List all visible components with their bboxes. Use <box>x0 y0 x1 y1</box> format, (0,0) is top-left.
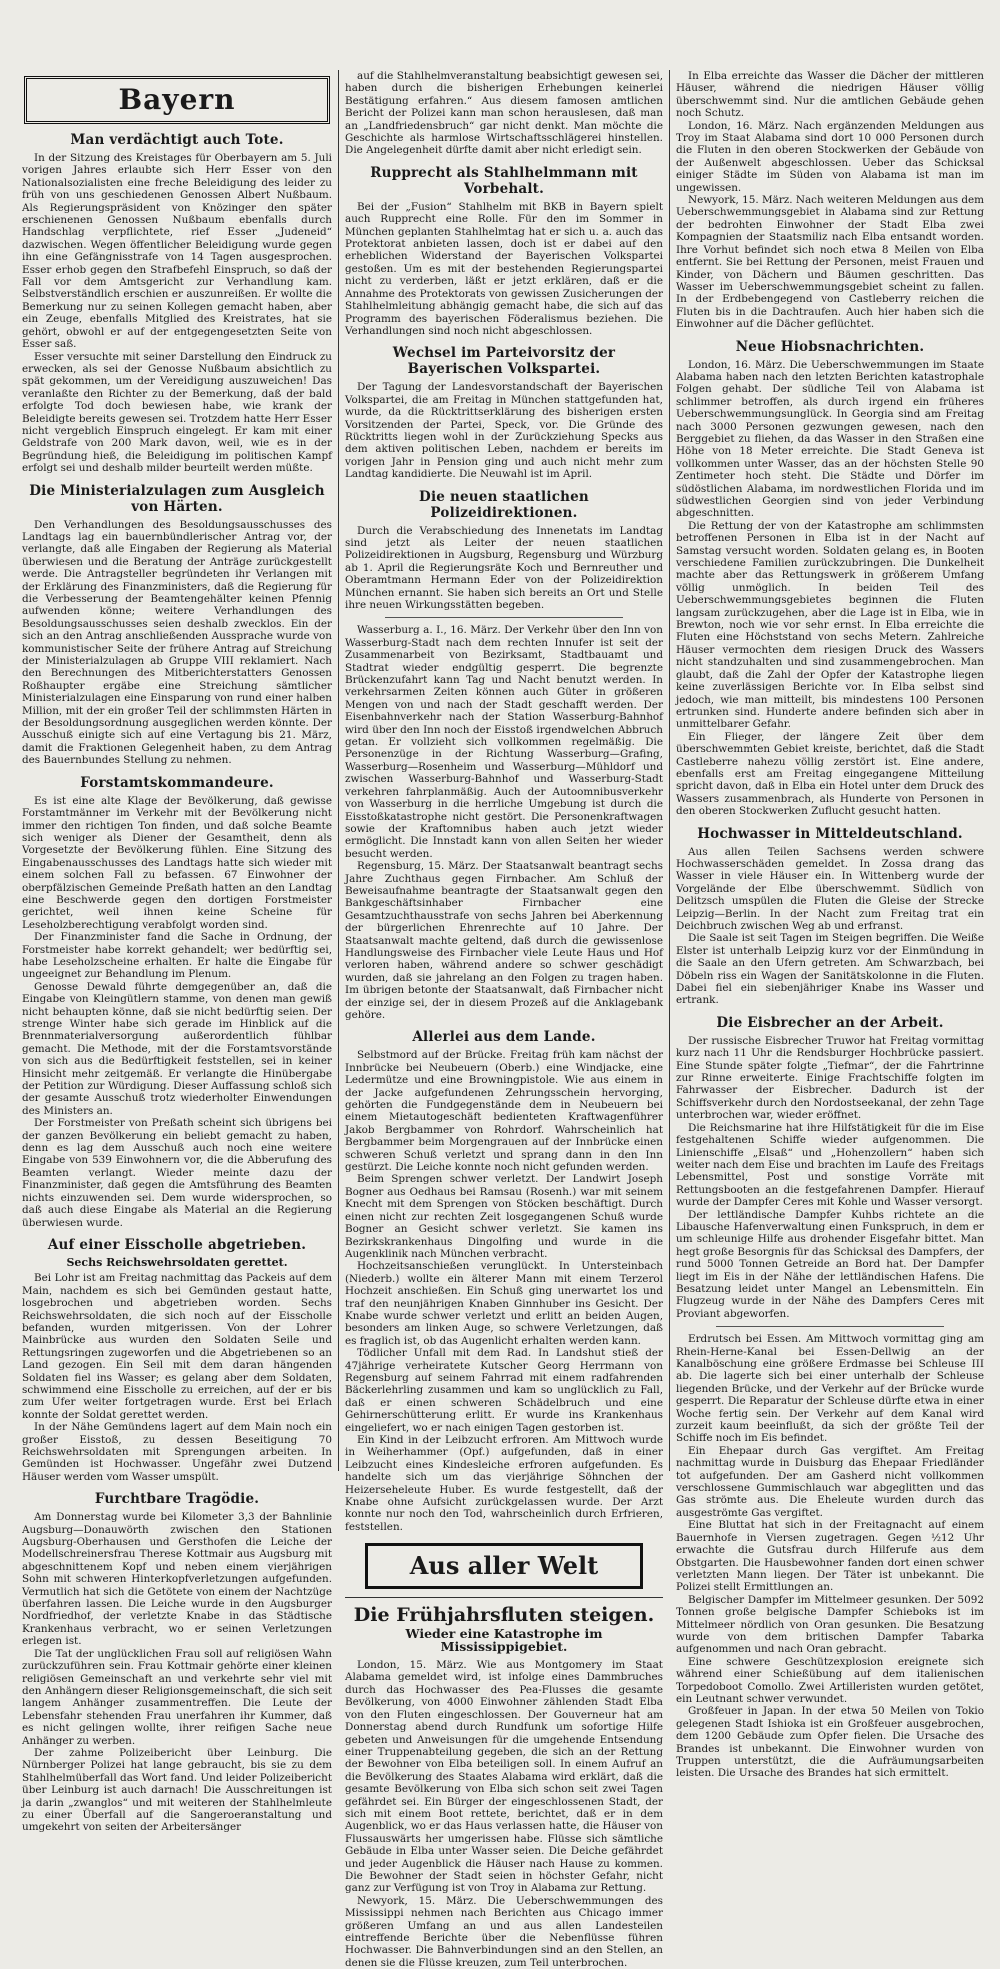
article-paragraph: Bei Lohr ist am Freitag nachmittag das Packeis auf dem Main, nachdem es sich bei Gemünden gestaut hatte, losgebrochen und abgetrieben worden. Sechs Reichswehrsoldaten, die sich noch auf der Eisscholle befanden, wurden mitgerissen. Von der Lohrer Mainbrücke aus wurden den Soldaten Seile und Rettungsringen zugeworfen und die Abgetriebenen so an Land gezogen. Ein Seil mit dem daran hängenden Soldaten fiel ins Wasser; es gelang aber dem Soldaten, schwimmend eine Eisscholle zu erreichen, auf der er bis zum Ufer weiter fortgetragen wurde. Erst bei Erlach konnte der Soldat gerettet werden. <box>22 1272 332 1421</box>
article-paragraph: In der Sitzung des Kreistages für Oberbayern am 5. Juli vorigen Jahres erlaubte sich Herr Esser von den Nationalsozialisten eine freche Beleidigung des leider zu früh von uns geschiedenen Genossen Albert Nußbaum. Als Regierungspräsident von Knözinger den später erschienenen Genossen Nußbaum ebenfalls durch Handschlag verpflichtete, rief Esser „Judeneid“ dazwischen. Wegen öffentlicher Beleidigung wurde gegen ihn eine Gefängnisstrafe von 14 Tagen ausgesprochen. Esser erhob gegen den Strafbefehl Einspruch, so daß der Fall vor dem Amtsgericht zur Verhandlung kam. Selbstverständlich erschien er auszunreißen. Er wollte die Bemerkung nur zu seinen Kollegen gemacht haben, aber ein Zeuge, ebenfalls Mitglied des Kreistrates, hat sie gehört, obwohl er auf der entgegengesetzten Seite von Esser saß. <box>22 152 332 351</box>
article-paragraph: Am Donnerstag wurde bei Kilometer 3,3 der Bahnlinie Augsburg—Donauwörth zwischen den Stationen Augsburg-Oberhausen und Gersthofen die Leiche der Modellschreinersfrau Therese Kottmair aus Augsburg mit abgeschnittenem Kopf und neben einem vierjährigen Sohn mit schweren Hinterkopfverletzungen aufgefunden. Vermutlich hat sich die Getötete von einem der Nachtzüge überfahren lassen. Die Leiche wurde in den Augsburger Nordfriedhof, der verletzte Knabe in das Städtische Krankenhaus verbracht, wo er seinen Verletzungen erlegen ist. <box>22 1511 332 1648</box>
article-paragraph: Durch die Verabschiedung des Innenetats im Landtag sind jetzt als Leiter der neuen staatlichen Polizeidirektionen in Augsburg, Regensburg und Würzburg ab 1. April die Regierungsräte Koch und Bernreuther und Oberamtmann Hermann Eder von der Polizeidirektion München ernannt. Sie haben sich bereits an Ort und Stelle ihre neuen Wirkungsstätten begeben. <box>345 524 663 611</box>
article-paragraph: In Elba erreichte das Wasser die Dächer der mittleren Häuser, während die niedrigen Häuser völlig überschwemmt sind. Nur die amtlichen Gebäude gehen noch Schutz. <box>676 70 984 120</box>
article-paragraph: Belgischer Dampfer im Mittelmeer gesunken. Der 5092 Tonnen große belgische Dampfer Schieboks ist im Mittelmeer nördlich von Oran gesunken. Die Besatzung wurde von dem britischen Dampfer Tabarka aufgenommen und nach Oran gebracht. <box>676 1593 984 1656</box>
article-title: Man verdächtigt auch Tote. <box>70 132 284 148</box>
world-banner: Aus aller Welt <box>409 1551 599 1581</box>
middle-articles <box>345 165 663 1533</box>
article-title: Die neuen staatlichen Polizeidirektionen. <box>419 488 589 521</box>
article-separator <box>716 1326 944 1327</box>
article <box>345 489 663 612</box>
article-paragraph: Der Finanzminister fand die Sache in Ordnung, der Forstmeister habe korrekt gehandelt; wer bedürftig sei, habe Leseholzscheine erhalten. Er halte die Eingabe für ungeeignet zur Behandlung im Plenum. <box>22 931 332 981</box>
world-headline: Die Frühjahrsfluten steigen. <box>345 1597 663 1626</box>
article-paragraph: Der russische Eisbrecher Truwor hat Freitag vormittag kurz nach 11 Uhr die Rendsburger Hochbrücke passiert. Eine Stunde später folgte „Tiefmar“, der die Fahrtrinne zur Rinne erweiterte. Einige Frachtschiffe folgten im Fahrwasser der Eisbrecher. Dadurch ist der Schiffsverkehr durch den Nordostseekanal, der zehn Tage unterbrochen war, wieder eröffnet. <box>676 1034 984 1122</box>
article-paragraph: Der zahme Polizeibericht über Leinburg. Die Nürnberger Polizei hat lange gebraucht, bis sie zu dem Stahlhelmüberfall das Wort fand. Und leider Polizeibericht über Leinburg ist auch darnach! Die Ausschreitungen ist ja darin „zwanglos“ und mit weiteren der Stahlhelmleute zu einer Überfall auf die Sangeroeranstaltung und umgekehrt von seiten der Arbeitersänger <box>22 1746 332 1834</box>
article <box>676 826 984 1007</box>
article <box>345 1029 663 1533</box>
article-title: Auf einer Eisscholle abgetrieben. <box>47 1236 307 1253</box>
article <box>676 1015 984 1320</box>
article-paragraph: Bei der „Fusion“ Stahlhelm mit BKB in Bayern spielt auch Rupprecht eine Rolle. Für den im Sommer in München geplanten Stahlhelmtag hat er sich u. a. auch das Protektorat anbieten lassen, doch ist er dabei auf den erheblichen Widerstand der Bayerischen Volkspartei gestoßen. Um es mit der bestehenden Regierungspartei nicht zu verderben, läßt er jetzt erklären, daß er die Annahme des Protektorats von gewissen Zusicherungen der Stahlhelmleitung abhängig gemacht habe, die sich auf das Programm des bayerischen Föderalismus beziehen. Die Verhandlungen sind noch nicht abgeschlossen. <box>345 200 663 337</box>
article-separator <box>385 617 623 618</box>
section-header-box <box>24 76 330 124</box>
article-paragraph: Esser versuchte mit seiner Darstellung den Eindruck zu erwecken, als sei der Genosse Nußbaum absichtlich zu spät gekommen, um der Vereidigung auszuweichen! Das veranlaßte den Richter zu der Bemerkung, daß der bald erfolgte Tod doch bewiesen habe, wie krank der Beleidigte bereits gewesen sei. Trotzdem hatte Herr Esser nicht vergeblich Einspruch eingelegt. Er kam mit einer Geldstrafe von 200 Mark davon, weil, wie es in der Begründung hieß, die Beleidigung im politischen Kampf erfolgt sei und deshalb milder beurteilt werden müßte. <box>22 350 332 475</box>
article-subtitle: Sechs Reichswehrsoldaten gerettet. <box>66 1255 288 1269</box>
article-paragraph: Aus allen Teilen Sachsens werden schwere Hochwasserschäden gemeldet. In Zossa drang das Wasser in viele Häuser ein. In Wittenberg wurde der Vorgelände der Elbe überschwemmt. Südlich von Delitzsch umspülen die Fluten die Gleise der Strecke Leipzig—Berlin. In der Nacht zum Freitag trat ein Deichbruch zwischen Weg ab und erfranst. <box>676 845 984 932</box>
right-top-text <box>676 70 984 331</box>
right-column <box>676 70 984 1780</box>
article-title: Allerlei aus dem Lande. <box>412 1029 596 1046</box>
world-article-body <box>345 1659 663 1969</box>
article-title: Neue Hiobsnachrichten. <box>735 338 925 355</box>
article-paragraph: Der lettländische Dampfer Kuhbs richtete an die Libausche Hafenverwaltung einen Funkspruch, in dem er um schleunige Hilfe aus drohender Eisgefahr bittet. Man hegt große Besorgnis für das Schicksal des Dampfers, der rund 5000 Tonnen Getreide an Bord hat. Der Dampfer liegt im Eis in der Nähe der lettländischen Hafens. Die Besatzung leidet unter Mangel an Lebensmitteln. Ein Flugzeug wurde in der Nähe des Dampfers Ceres mit Proviant abgeworfen. <box>676 1208 984 1320</box>
article-title: Wechsel im Parteivorsitz der Bayerischen Volkspartei. <box>392 345 616 378</box>
article-title: Rupprecht als Stahlhelmmann mit Vorbehalt. <box>370 164 638 197</box>
article-paragraph: Es ist eine alte Klage der Bevölkerung, daß gewisse Forstamtmänner im Verkehr mit der Bevölkerung nicht immer den richtigen Ton finden, und daß solche Beamte sich weniger als Diener der Gesamtheit, denn als Vorgesetzte der Bevölkerung fühlen. Eine Sitzung des Eingabenausschusses des Landtags hatte sich wieder mit einem solchen Fall zu befassen. 67 Einwohner der oberpfälzischen Gemeinde Preßath hatten an den Landtag eine Beschwerde gegen den dortigen Forstmeister gerichtet, weil ihnen keine Scheine für Leseholzberechtigung verabfolgt worden sind. <box>22 794 332 931</box>
article <box>345 345 663 480</box>
article-title: Die Ministerialzulagen zum Ausgleich von Härten. <box>29 482 325 515</box>
article-paragraph: Erdrutsch bei Essen. Am Mittwoch vormittag ging am Rhein-Herne-Kanal bei Essen-Dellwig an der Kanalböschung eine größere Erdmasse bei Schleuse III ab. Die lagerte sich bei einer unterhalb der Schleuse liegenden Brücke, und der Verkehr auf der Brücke wurde gesperrt. Die Reparatur der Schleuse dürfte etwa in einer Woche fertig sein. Der Verkehr auf dem Kanal wird zurzeit kaum beeinflußt, da sich der größte Teil der Schiffe noch im Eis befindet. <box>676 1333 984 1445</box>
article-paragraph: Newyork, 15. März. Nach weiteren Meldungen aus dem Ueberschwemmungsgebiet in Alabama sind zur Rettung der bedrohten Einwohner der Stadt Elba zwei Kompagnien der Staatsmiliz nach Elba entsandt worden. Ihre Vorhut befindet sich noch etwa 8 Meilen von Elba entfernt. Sie bei Rettung der Personen, meist Frauen und Kinder, von Dächern und Bäumen geschritten. Das Wasser im Ueberschwemmungsgebiet scheint zu fallen. In der Erdbebengegend von Castleberry reichen die Fluten bis in die Dachtraufen. Auch hier haben sich die Einwohner auf die Dächer geflüchtet. <box>676 194 984 331</box>
article-paragraph: Hochzeitsanschießen verunglückt. In Untersteinbach (Niederb.) wollte ein älterer Mann mit einem Terzerol Hochzeit anschießen. Ein Schuß ging unerwartet los und traf den neunjährigen Knaben Ginnhuber ins Gesicht. Der Knabe wurde schwer verletzt und erlitt an beiden Augen, besonders am linken Auge, so schwere Verletzungen, daß es fraglich ist, ob das Augenlicht erhalten werden kann. <box>345 1260 663 1347</box>
article-paragraph: Großfeuer in Japan. In der etwa 50 Meilen von Tokio gelegenen Stadt Ishioka ist ein Großfeuer ausgebrochen, dem 1200 Gebäude zum Opfer fielen. Die Ursache des Brandes ist unbekannt. Die Einwohner wurden von Truppen unterstützt, die die Aufräumungsarbeiten leisten. Die Ursache des Brandes hat sich ermittelt. <box>676 1705 984 1780</box>
article <box>345 165 663 337</box>
right-articles <box>676 339 984 1780</box>
article <box>22 483 332 767</box>
article-paragraph: Wasserburg a. I., 16. März. Der Verkehr über den Inn von Wasserburg-Stadt nach dem rechten Innufer ist seit der Zusammenarbeit von Bezirksamt, Stadtbauamt und Stadtrat wieder endgültig gesperrt. Die begrenzte Brückenzufahrt kann Tag und Nacht benutzt werden. In verkehrsarmen Zeiten können auch Güter in größeren Mengen von und nach der Stadt geschafft werden. Der Eisenbahnverkehr nach der Station Wasserburg-Bahnhof wird über den Inn noch der Eisstoß irgendwelchen Abbruch getan. Er vollzieht sich vollkommen regelmäßig. Die Personenzüge in der Richtung Wasserburg—Grafing, Wasserburg—Rosenheim und Wasserburg—Mühldorf und zwischen Wasserburg-Bahnhof und Wasserburg-Stadt verkehren fahrplanmäßig. Auch der Autoomnibusverkehr von Wasserburg in die herrliche Umgebung ist durch die Eisstoßkatastrophe nicht gestört. Die Personenkraftwagen sowie der Kraftomnibus haben auch jetzt wieder ermöglicht. Die Innstadt kann von allen Seiten her wieder besucht werden. <box>345 624 663 860</box>
article-paragraph: London, 16. März. Die Ueberschwemmungen im Staate Alabama haben nach den letzten Berichten katastrophale Folgen gehabt. Der südliche Teil von Alabama ist schlimmer betroffen, als durch irgend ein früheres Ueberschwemmungsunglück. In Georgia sind am Freitag nach 3000 Personen gezwungen gewesen, nach den Berggebiet zu fliehen, da das Wasser in den Straßen eine Höhe von 18 Meter erreichte. Die Stadt Geneva ist vollkommen unter Wasser, das an der höchsten Stelle 90 Zentimeter hoch steht. Die Städte und Dörfer im südöstlichen Alabama, im nordwestlichen Florida und im südwestlichen Georgien sind von jeder Verbindung abgeschnitten. <box>676 358 984 520</box>
article-paragraph: Die Reichsmarine hat ihre Hilfstätigkeit für die im Eise festgehaltenen Schiffe wieder aufgenommen. Die Linienschiffe „Elsaß“ und „Hohenzollern“ haben sich weiter nach dem Eise und brachten im Laufe des Freitags Lebensmittel, Post und sonstige Vorräte mit Rettungsbooten an die festgefahrenen Dampfer. Hierauf wurde der Dampfer Ceres mit Kohle und Wasser versorgt. <box>676 1121 984 1209</box>
article-paragraph: Die Rettung der von der Katastrophe am schlimmsten betroffenen Personen in Elba ist in der Nacht auf Samstag versucht worden. Soldaten gelang es, in Booten verschiedene Familien zurückzubringen. Die Dunkelheit machte aber das Rettungswerk in größerem Umfang völlig unmöglich. In beiden Teil des Ueberschwemmungsgebietes beginnen die Fluten langsam zurückzugehen, aber die Lage ist in Elba, wie in Brewton, noch wie vor sehr ernst. In Elba erreichte die Fluten eine Höchststand von sechs Metern. Zahlreiche Häuser vermochten dem riesigen Druck des Wassers nicht standzuhalten und sind zusammengebrochen. Man glaubt, daß die Zahl der Opfer der Katastrophe liegen keine zuverlässigen Berichte vor. In Elba selbst sind jedoch, wie man mitteilt, bis mindestens 100 Personen ertrunken sind. Hunderte andere befinden sich aber in unmittelbarer Gefahr. <box>676 519 984 731</box>
middle-top-text <box>345 70 663 157</box>
article-paragraph: Newyork, 15. März. Die Ueberschwemmungen des Mississippi nehmen nach Berichten aus Chicago immer größeren Umfang an und aus allen Landesteilen eintreffende Berichte über die Nebenflüsse führen Hochwasser. Die Bahnverbindungen sind an den Stellen, an denen sie die Flüsse kreuzen, zum Teil unterbrochen. <box>345 1894 663 1969</box>
article-paragraph: Der Forstmeister von Preßath scheint sich übrigens bei der ganzen Bevölkerung ein beliebt gemacht zu haben, denn es lag dem Ausschuß auch noch eine weitere Eingabe von 539 Einwohnern vor, die die Abberufung des Beamten verlangt. Wieder meinte dazu der Finanzminister, daß gegen die Amtsführung des Beamten nichts einzuwenden sei. Dem wurde widersprochen, so daß auch diese Eingabe als Material an die Regierung überwiesen wurde. <box>22 1117 332 1229</box>
article-paragraph: Tödlicher Unfall mit dem Rad. In Landshut stieß der 47jährige verheiratete Kutscher Georg Herrmann von Regensburg auf seinem Fahrrad mit einem radfahrenden Bäckerlehrling zusammen und kam so unglücklich zu Fall, daß er einen schweren Schädelbruch und eine Gehirnerschütterung erlitt. Er wurde ins Krankenhaus eingeliefert, wo er nach einigen Tagen gestorben ist. <box>345 1347 663 1434</box>
article-paragraph: auf die Stahlhelmveranstaltung beabsichtigt gewesen sei, haben durch die bisherigen Erhebungen keinerlei Bestätigung erfahren.“ Aus diesem famosen amtlichen Bericht der Polizei kann man schon herauslesen, daß man an „Landfriedensbruch“ gar nicht denkt. Man möchte die Geschichte als harmlose Wirtschaftsschlägerei hinstellen. Die Angelegenheit dürfte damit aber nicht erledigt sein. <box>345 70 663 157</box>
article <box>22 1491 332 1834</box>
article-title: Die Eisbrecher an der Arbeit. <box>716 1014 944 1031</box>
article-paragraph: Die Saale ist seit Tagen im Steigen begriffen. Die Weiße Elster ist unterhalb Leipzig kurz vor der Einmündung in die Saale an den Ufern getreten. Am Schwarzbach, bei Döbeln riss ein Wagen der Sanitätskolonne in die Fluten. Dabei fiel ein siebenjähriger Knabe ins Wasser und ertrank. <box>676 932 984 1007</box>
article-paragraph: Die Tat der unglücklichen Frau soll auf religiösen Wahn zurückzuführen sein. Frau Kottmair gehörte einer kleinen religiösen Gemeinschaft an und verkehrte sehr viel mit den Anhängern dieser Religionsgemeinschaft, die sich seit langem Anhänger zusammentreffen. Die Leute der Lebensfahr stehenden Frau unerfahren ihr Kummer, daß es nicht gelingen wollte, ihrer reifigen Sache neue Anhänger zu werben. <box>22 1647 332 1747</box>
article-paragraph: Ein Flieger, der längere Zeit über dem überschwemmten Gebiet kreiste, berichtet, daß die Stadt Castleberre nahezu völlig zerstört ist. Eine andere, ebenfalls erst am Freitag eingegangene Mitteilung spricht davon, daß in Elba ein Hotel unter dem Druck des Wassers zusammenbrach, als Hunderte von Personen in den oberen Stockwerken Zuflucht gesucht hatten. <box>676 730 984 818</box>
article-paragraph: In der Nähe Gemündens lagert auf dem Main noch ein großer Eisstoß, zu dessen Beseitigung 70 Reichswehrsoldaten mit Sprengungen arbeiten. In Gemünden ist Hochwasser. Ungefähr zwei Dutzend Häuser werden vom Wasser umspült. <box>22 1421 332 1483</box>
article-title: Furchtbare Tragödie. <box>94 1491 260 1508</box>
article <box>22 775 332 1229</box>
article <box>22 132 332 475</box>
article <box>676 1326 984 1780</box>
column-rule <box>338 70 339 1471</box>
world-banner-box <box>365 1543 643 1589</box>
article-paragraph: Beim Sprengen schwer verletzt. Der Landwirt Joseph Bogner aus Oedhaus bei Ramsau (Rosenh.) war mit seinem Knecht mit dem Sprengen von Stöcken beschäftigt. Durch einen nicht zur rechten Zeit losgegangenen Schuß wurde Bogner an Gesicht schwer verletzt. Sie kamen ins Bezirkskrankenhaus Dingolfing und wurde in die Augenklinik nach München verbracht. <box>345 1173 663 1260</box>
article-title: Forstamtskommandeure. <box>80 774 274 791</box>
left-column <box>22 70 332 1834</box>
article-paragraph: Ein Kind in der Leibzucht erfroren. Am Mittwoch wurde in Weiherhammer (Opf.) aufgefunden, daß in einer Leibzucht eines Kindesleiche erfroren aufgefunden. Es handelte sich um das vierjährige Söhnchen der Heizerseheleute Huber. Es wurde festgestellt, daß der Knabe ohne Aufsicht zurückgelassen wurde. Der Arzt konnte nur noch den Tod, wahrscheinlich durch Erfrieren, feststellen. <box>345 1434 663 1533</box>
article <box>676 339 984 818</box>
world-subheadline: Wieder eine Katastrophe im Mississippigebiet. <box>405 1626 603 1654</box>
article-paragraph: Eine schwere Geschützexplosion ereignete sich während einer Schießübung auf dem italienischen Torpedoboot Comollo. Zwei Artilleristen wurden getötet, ein Leutnant schwer verwundet. <box>676 1655 984 1705</box>
article <box>345 617 663 1021</box>
left-articles <box>22 132 332 1834</box>
article-paragraph: Eine Bluttat hat sich in der Freitagnacht auf einem Bauernhofe in Viersen zugetragen. Gegen ½12 Uhr erwachte die Gutsfrau durch Hilferufe aus dem Obstgarten. Die Hausbewohner fanden dort einen schwer verletzten Mann liegen. Der Täter ist unbekannt. Die Polizei stellt Ermittlungen an. <box>676 1519 984 1594</box>
article-paragraph: London, 16. März. Nach ergänzenden Meldungen aus Troy im Staat Alabama sind dort 10 000 Personen durch die Fluten in den oberen Stockwerken der Gebäude von der Außenwelt abgeschlossen. Ueber das Schicksal einiger Städte im Süden von Alabama ist man im ungewissen. <box>676 119 984 194</box>
article-paragraph: Den Verhandlungen des Besoldungsausschusses des Landtags lag ein bauernbündlerischer Antrag vor, der verlangte, daß alle Eingaben der Regierung als Material überwiesen und die Beratung der Anträge zurückgestellt werde. Die Antragsteller begründeten ihr Verlangen mit der Erklärung des Finanzministers, daß die Regierung für die Verbesserung der Beamtengehälter keinen Pfennig aufwenden könne; weitere Verhandlungen des Besoldungsausschusses seien deshalb zwecklos. Ein der sich an den Antrag anschließenden Aussprache wurde von kommunistischer Seite der frühere Antrag auf Streichung der Ministerialzulagen ab Gruppe VIII reklamiert. Nach den Berechnungen des Mitberichterstatters Genossen Roßhaupter ergäbe eine Streichung sämtlicher Ministerialzulagen eine Einsparung von rund einer halben Million, mit der ein großer Teil der schlimmsten Härten in der Besoldungsordnung ausgeglichen werden könnte. Der Ausschuß einigte sich auf eine Vertagung bis 21. März, damit die Fraktionen Gelegenheit haben, zu dem Antrag des Bauernbundes Stellung zu nehmen. <box>22 518 332 767</box>
article-title: Hochwasser in Mitteldeutschland. <box>697 825 963 842</box>
column-rule <box>669 70 670 1471</box>
article-paragraph: London, 15. März. Wie aus Montgomery im Staat Alabama gemeldet wird, ist infolge eines Dammbruches durch das Hochwasser des Pea-Flusses die gesamte Bevölkerung, von 4000 Einwohner zählenden Stadt Elba von den Fluten eingeschlossen. Der Gouverneur hat am Donnerstag abend durch Rundfunk um sofortige Hilfe gebeten und Anweisungen für die umgehende Entsendung einer Truppenabteilung gegeben, die sich an der Rettung der Bewohner von Elba beteiligen soll. In einem Aufruf an die Bevölkerung des Staates Alabama wird erklärt, daß die gesamte Bevölkerung von Elba sich schon seit zwei Tagen gefährdet sei. Ein Bürger der eingeschlossenen Stadt, der sich mit einem Boot rettete, berichtet, daß er in dem Augenblick, wo er das Haus verlassen hatte, die Häuser von Flussauswärts her umgerissen habe. Flüsse sich sämtliche Gebäude in Elba unter Wasser seien. Die Deiche gefährdet und jeder Augenblick die Häuser nach Hause zu kommen. Die Bewohner der Stadt seien in höchster Gefahr, nicht ganz zur Verfügung ist von Troy in Alabama zur Rettung. <box>345 1659 663 1895</box>
section-title: Bayern <box>118 83 236 116</box>
article-paragraph: Der Tagung der Landesvorstandschaft der Bayerischen Volkspartei, die am Freitag in München stattgefunden hat, wurde, da die Rücktrittserklärung des bisherigen ersten Vorsitzenden der Partei, Speck, vor. Die Gründe des Rücktritts liegen wohl in der Zurückziehung Specks aus dem aktiven politischen Leben, nachdem er bereits im vorigen Jahr in Pension ging und auch nicht mehr zum Landtag kandidierte. Die Neuwahl ist im April. <box>345 381 663 481</box>
article-paragraph: Ein Ehepaar durch Gas vergiftet. Am Freitag nachmittag wurde in Duisburg das Ehepaar Friedländer tot aufgefunden. Der am Gasherd nicht vollkommen verschlossene Gummischlauch war abgeglitten und das Gas strömte aus. Die Eheleute wurden durch das ausgeströmte Gas vergiftet. <box>676 1444 984 1519</box>
article-paragraph: Genosse Dewald führte demgegenüber an, daß die Eingabe von Kleingütlern stamme, von denen man gewiß nicht behaupten könne, daß sie nicht bedürftig seien. Der strenge Winter habe sich gerade im Hinblick auf die Brennmaterialversorgung außerordentlich fühlbar gemacht. Die Methode, mit der die Forstamtsvorstände von sich aus die Bedürftigkeit feststellen, sei in keiner Hinsicht mehr zeitgemäß. Er verlangte die Hinübergabe der Petition zur Würdigung. Dieser Auffassung schloß sich der gesamte Ausschuß trotz wiederholter Einwendungen des Ministers an. <box>22 980 332 1117</box>
article-paragraph: Selbstmord auf der Brücke. Freitag früh kam nächst der Innbrücke bei Neubeuern (Oberb.) eine Windjacke, eine Ledermütze und eine Browningpistole. Wie aus einem in der Jacke aufgefundenen Zehrungsschein hervorging, gehörten die Fundgegenstände dem in Neubeuern bei einem Mietautogeschäft bedienteten Kraftwagenführer Jakob Bergbammer von Rohrdorf. Wahrscheinlich hat Bergbammer beim Morgengrauen auf der Innbrücke einen schweren Schuß verletzt und sprang dann in den Inn gestürzt. Die Leiche konnte noch nicht gefunden werden. <box>345 1049 663 1174</box>
middle-column <box>345 70 663 1969</box>
article-paragraph: Regensburg, 15. März. Der Staatsanwalt beantragt sechs Jahre Zuchthaus gegen Firnbacher. Am Schluß der Beweisaufnahme beantragte der Staatsanwalt gegen den Bankgeschäftsinhaber Firnbacher eine Gesamtzuchthausstrafe von sechs Jahren bei Aberkennung der bürgerlichen Ehrenrechte auf 10 Jahre. Der Staatsanwalt machte geltend, daß durch die gewissenlose Handlungsweise des Firnbacher viele Leute Haus und Hof verloren haben, während andere so schwer geschädigt wurden, daß sie jahrelang an den Folgen zu tragen haben. Im übrigen betonte der Staatsanwalt, daß Firnbacher nicht der einzige sei, der in diesem Prozeß auf die Anklagebank gehöre. <box>345 860 663 1021</box>
article <box>22 1237 332 1483</box>
